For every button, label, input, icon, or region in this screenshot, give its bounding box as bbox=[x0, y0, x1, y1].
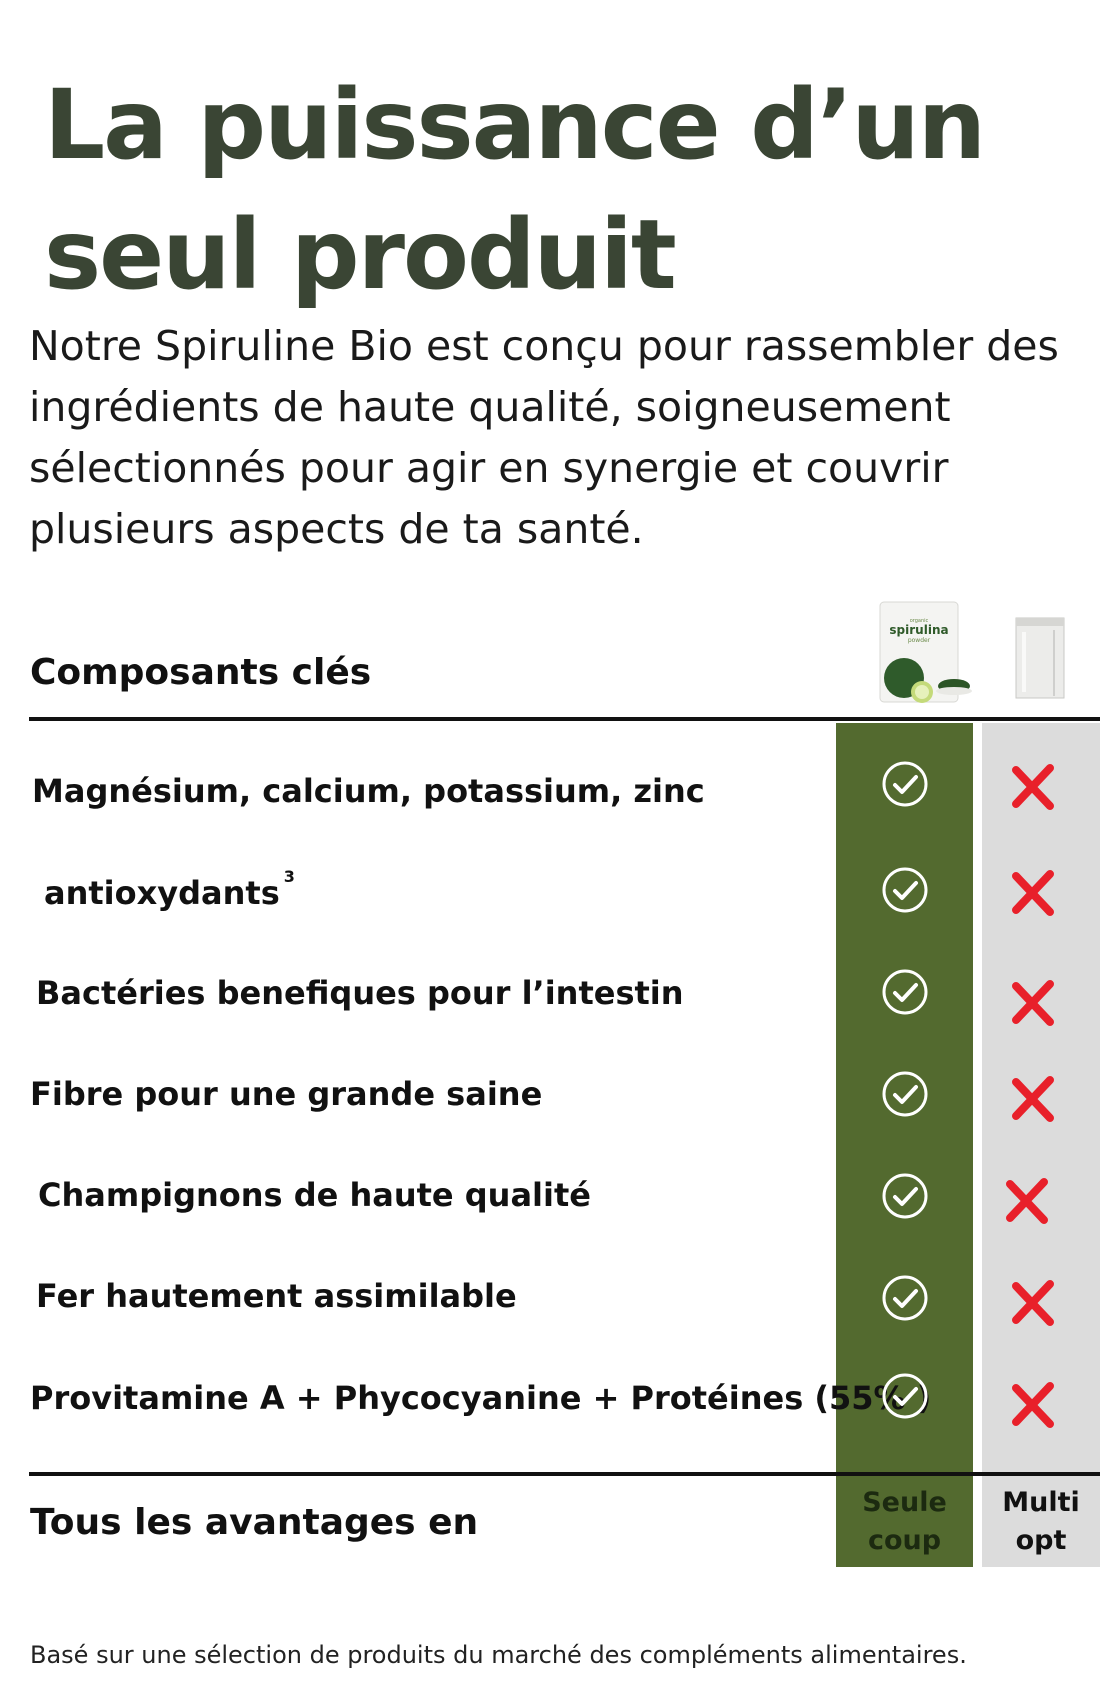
red-x-icon bbox=[1008, 868, 1058, 918]
red-x-icon bbox=[1008, 1380, 1058, 1430]
red-x-icon bbox=[1002, 1176, 1052, 1226]
check-circle-icon bbox=[881, 1274, 929, 1322]
check-circle-icon bbox=[881, 866, 929, 914]
row-label: Magnésium, calcium, potassium, zinc bbox=[32, 772, 705, 810]
table-bottom-divider bbox=[29, 1472, 1100, 1476]
check-circle-icon bbox=[881, 1070, 929, 1118]
other-products-footer bbox=[982, 1484, 1100, 1560]
check-circle-icon bbox=[881, 1172, 929, 1220]
product-label-sub: powder bbox=[907, 637, 931, 644]
red-x-icon bbox=[1008, 1278, 1058, 1328]
red-x-icon bbox=[1008, 978, 1058, 1028]
page-title: La puissance d’un seul produit bbox=[44, 69, 985, 311]
row-label: Fer hautement assimilable bbox=[36, 1277, 517, 1315]
our-product-column bbox=[836, 723, 973, 1567]
spirulina-product-image bbox=[864, 600, 976, 708]
red-x-icon bbox=[1008, 762, 1058, 812]
other-footer-line: opt bbox=[1015, 1525, 1067, 1556]
row-label: antioxydants $^3$ bbox=[44, 867, 295, 912]
row-label: Provitamine A + Phycocyanine + Protéines (55% ) bbox=[30, 1379, 932, 1417]
product-label-top: organic bbox=[909, 618, 929, 624]
footnote: Basé sur une sélection de produits du marché des compléments alimentaires. bbox=[30, 1641, 967, 1669]
footer-label: Tous les avantages en bbox=[30, 1502, 479, 1543]
our-footer-line: coup bbox=[867, 1525, 942, 1556]
our-footer-line: Seule bbox=[862, 1487, 947, 1518]
red-x-icon bbox=[1008, 1074, 1058, 1124]
footnote-marker: 3 bbox=[283, 867, 295, 887]
check-circle-icon bbox=[881, 760, 929, 808]
other-footer-line: Multi bbox=[1002, 1487, 1080, 1518]
row-label: Fibre pour une grande saine bbox=[30, 1075, 543, 1113]
check-circle-icon bbox=[881, 1372, 929, 1420]
row-label: Champignons de haute qualité bbox=[38, 1176, 591, 1214]
our-product-footer bbox=[836, 1484, 973, 1560]
row-label: Bactéries benefiques pour l’intestin bbox=[36, 974, 684, 1012]
comparison-heading: Composants clés bbox=[30, 652, 372, 693]
product-label-main: spirulina bbox=[889, 623, 949, 637]
generic-product-image bbox=[1010, 612, 1070, 704]
other-products-column bbox=[982, 723, 1100, 1567]
intro-paragraph: Notre Spiruline Bio est conçu pour rassembler des ingrédients de haute qualité, soigneusement sélectionnés pour agir en synergie et couvrir plusieurs aspects de ta santé. bbox=[29, 322, 1059, 553]
check-circle-icon bbox=[881, 968, 929, 1016]
table-top-divider bbox=[29, 717, 1100, 721]
